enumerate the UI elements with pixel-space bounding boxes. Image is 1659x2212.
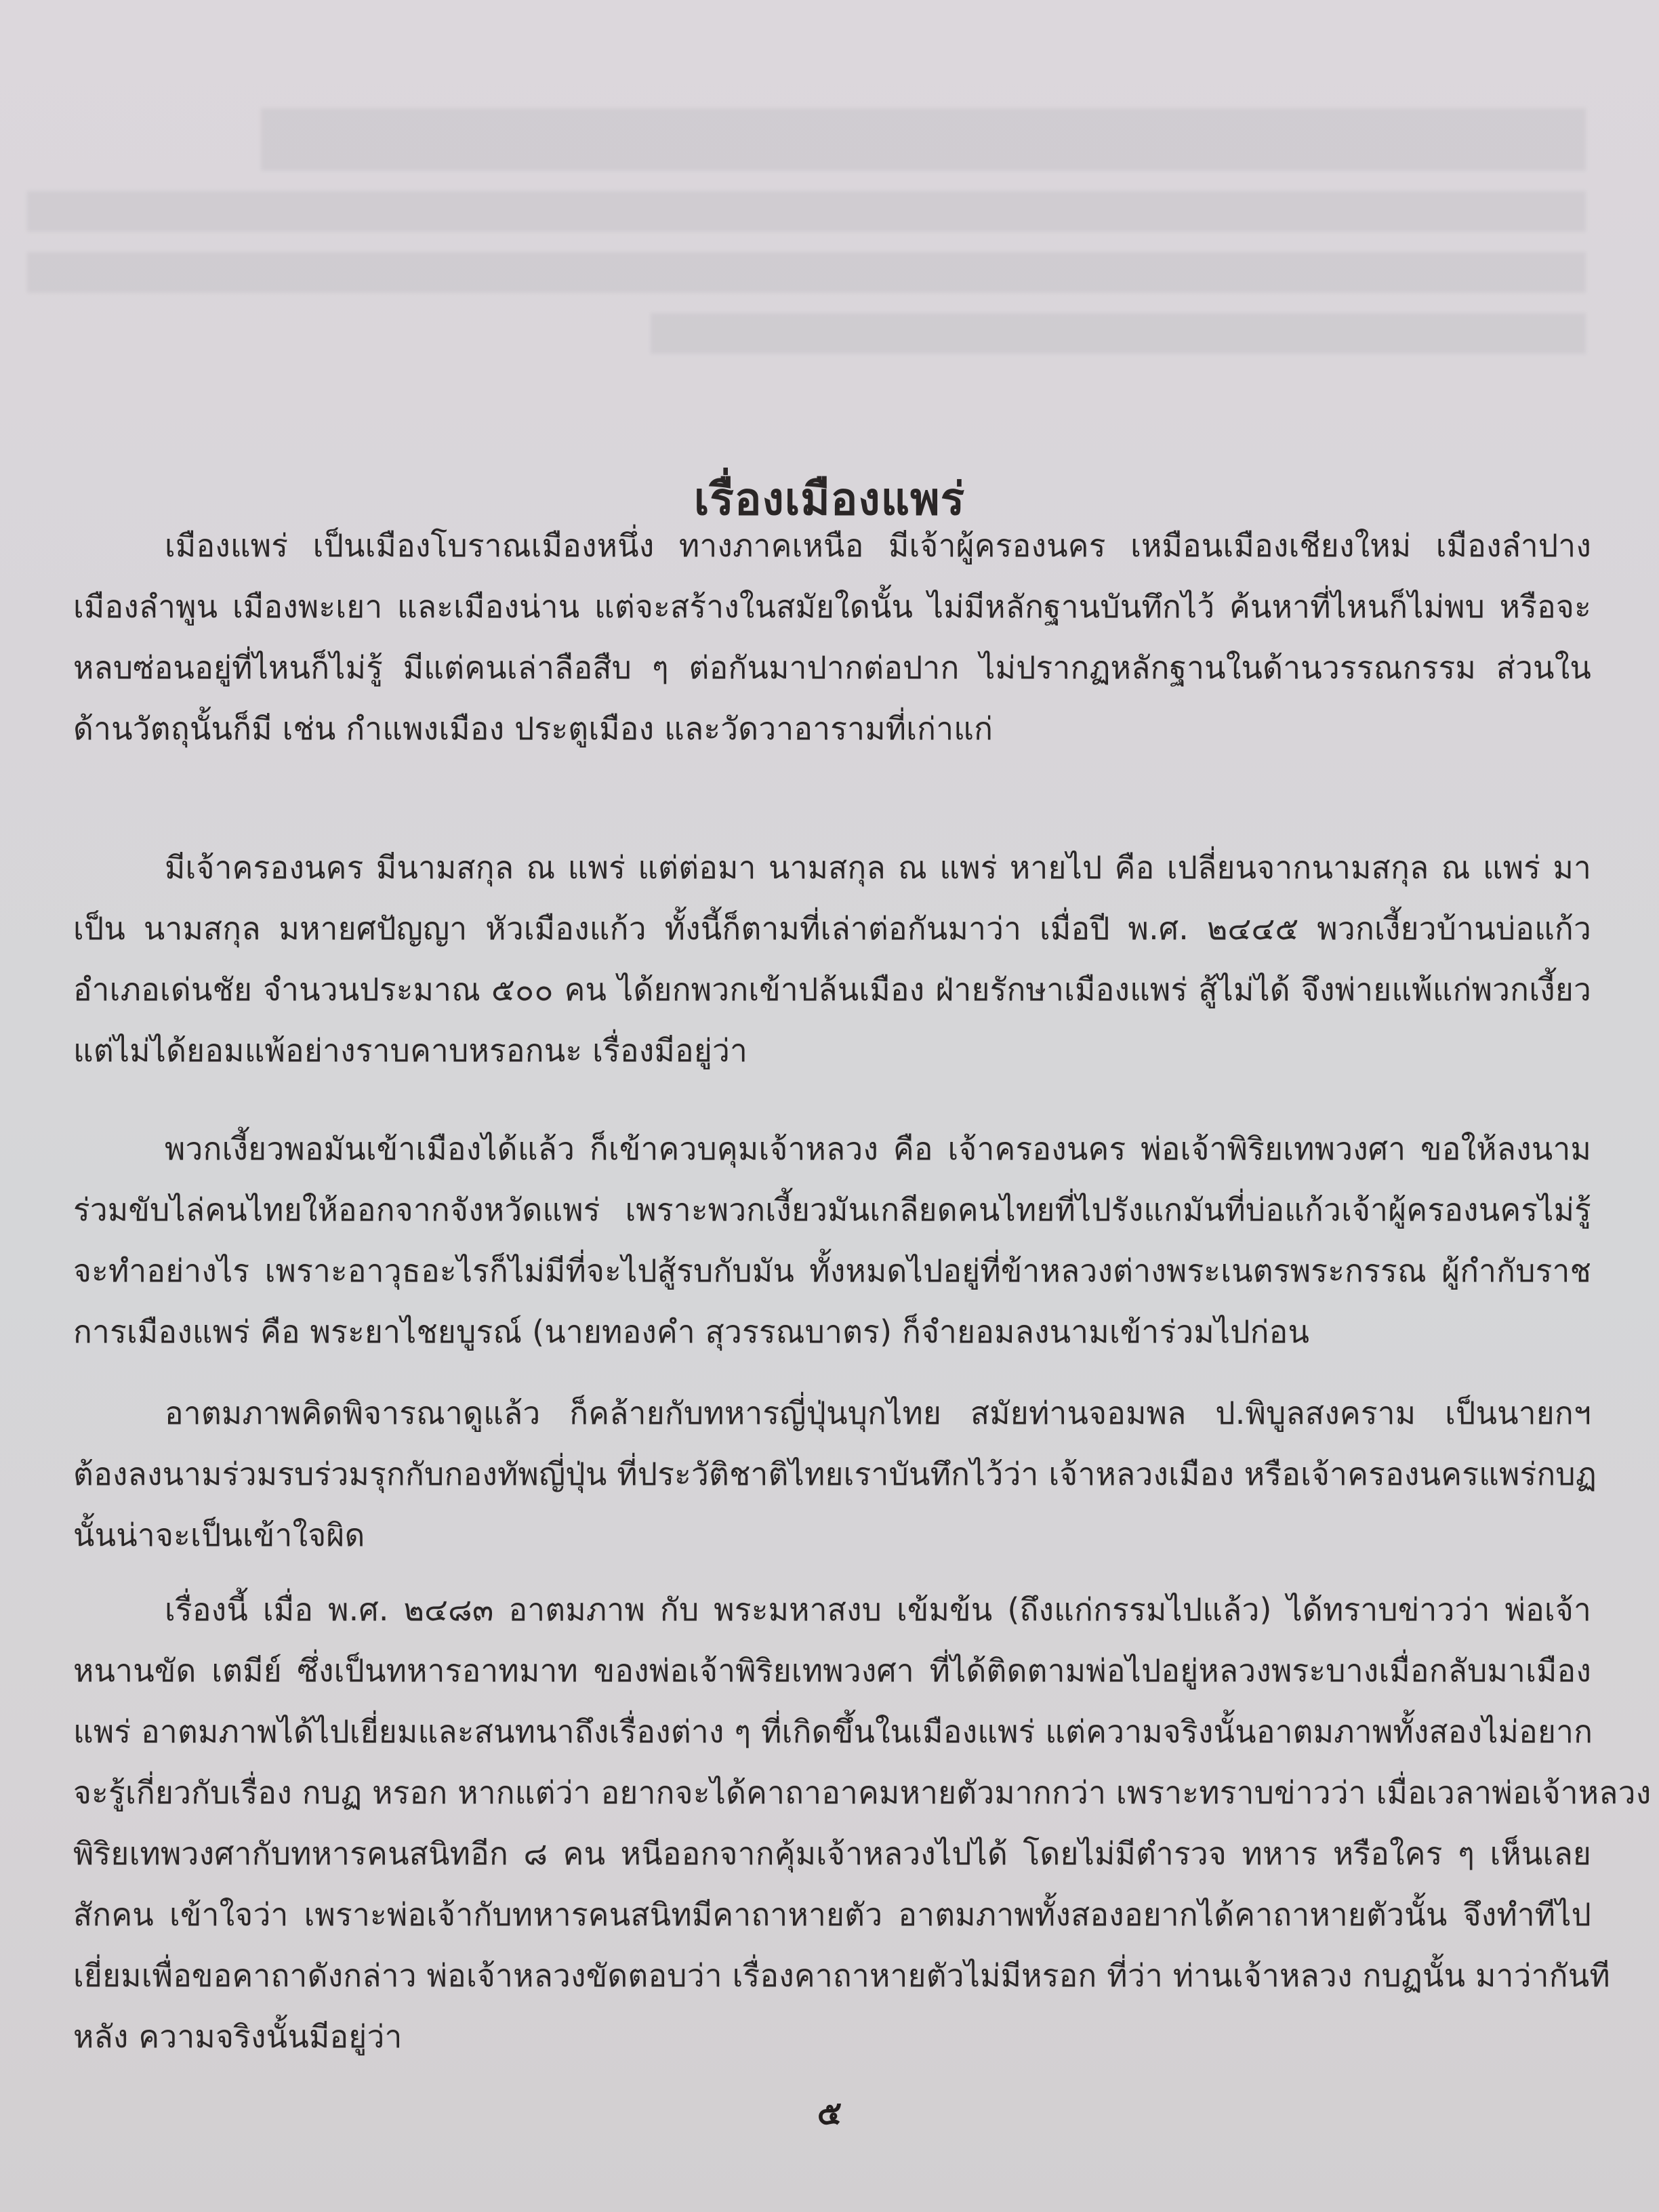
paragraph-line: หลบซ่อนอยู่ที่ไหนก็ไม่รู้ มีแต่คนเล่าลือสืบ ๆ ต่อกันมาปากต่อปาก ไม่ปรากฏหลักฐานในด้านวรรณกรรม ส่วนใน	[73, 649, 1591, 686]
paragraph-line: หนานขัด เตมีย์ ซึ่งเป็นทหารอาทมาท ของพ่อเจ้าพิริยเทพวงศา ที่ได้ติดตามพ่อไปอยู่หลวงพระบางเมื่อกลับมาเมือง	[73, 1652, 1591, 1689]
paragraph-line: พิริยเทพวงศากับทหารคนสนิทอีก ๘ คน หนีออกจากคุ้มเจ้าหลวงไปได้ โดยไม่มีตำรวจ ทหาร หรือใคร ๆ เห็นเลย	[73, 1835, 1591, 1872]
paragraph-line: เป็น นามสกุล มหายศปัญญา หัวเมืองแก้ว ทั้งนี้ก็ตามที่เล่าต่อกันมาว่า เมื่อปี พ.ศ. ๒๔๔๕ พวกเงี้ยวบ้านบ่อแก้ว	[73, 910, 1591, 947]
paragraph-line: ด้านวัตถุนั้นก็มี เช่น กำแพงเมือง ประตูเมือง และวัดวาอารามที่เก่าแก่	[73, 710, 994, 747]
paragraph-line: เมืองลำพูน เมืองพะเยา และเมืองน่าน แต่จะสร้างในสมัยใดนั้น ไม่มีหลักฐานบันทึกไว้ ค้นหาที่ไหนก็ไม่พบ หรือจะ	[73, 588, 1591, 625]
paragraph-line: แต่ไม่ได้ยอมแพ้อย่างราบคาบหรอกนะ เรื่องมีอยู่ว่า	[73, 1032, 748, 1069]
paragraph-line: ต้องลงนามร่วมรบร่วมรุกกับกองทัพญี่ปุ่น ที่ประวัติชาติไทยเราบันทึกไว้ว่า เจ้าหลวงเมือง หรือเจ้าครองนครแพร่กบฏ	[73, 1456, 1597, 1492]
paragraph-line: แพร่ อาตมภาพได้ไปเยี่ยมและสนทนาถึงเรื่องต่าง ๆ ที่เกิดขึ้นในเมืองแพร่ แต่ความจริงนั้นอาตมภาพทั้งสองไม่อยาก	[73, 1713, 1593, 1750]
paragraph-line: เมืองแพร่ เป็นเมืองโบราณเมืองหนึ่ง ทางภาคเหนือ มีเจ้าผู้ครองนคร เหมือนเมืองเชียงใหม่ เมืองลำปาง	[165, 527, 1591, 564]
paragraph-1	[73, 515, 1591, 759]
paragraph-line: สักคน เข้าใจว่า เพราะพ่อเจ้ากับทหารคนสนิทมีคาถาหายตัว อาตมภาพทั้งสองอยากได้คาถาหายตัวนั้น จึงทำทีไป	[73, 1896, 1591, 1933]
paragraph-line: มีเจ้าครองนคร มีนามสกุล ณ แพร่ แต่ต่อมา นามสกุล ณ แพร่ หายไป คือ เปลี่ยนจากนามสกุล ณ แพร่ มา	[165, 849, 1591, 886]
paragraph-line: อำเภอเด่นชัย จำนวนประมาณ ๕๐๐ คน ได้ยกพวกเข้าปล้นเมือง ฝ่ายรักษาเมืองแพร่ สู้ไม่ได้ จึงพ่ายแพ้แก่พวกเงี้ยว	[73, 971, 1591, 1008]
paragraph-line: พวกเงี้ยวพอมันเข้าเมืองได้แล้ว ก็เข้าควบคุมเจ้าหลวง คือ เจ้าครองนคร พ่อเจ้าพิริยเทพวงศา ขอให้ลงนาม	[165, 1130, 1591, 1167]
paragraph-line: ร่วมขับไล่คนไทยให้ออกจากจังหวัดแพร่ เพราะพวกเงี้ยวมันเกลียดคนไทยที่ไปรังแกมันที่บ่อแก้วเจ้าผู้ครองนครไม่รู้	[73, 1191, 1591, 1228]
paragraph-3	[73, 1118, 1591, 1362]
page-number: ๕	[817, 2094, 842, 2132]
paragraph-2	[73, 837, 1591, 1081]
paragraph-line: อาตมภาพคิดพิจารณาดูแล้ว ก็คล้ายกับทหารญี่ปุ่นบุกไทย สมัยท่านจอมพล ป.พิบูลสงคราม เป็นนายกฯ	[165, 1395, 1591, 1431]
paragraph-line: การเมืองแพร่ คือ พระยาไชยบูรณ์ (นายทองคำ สุวรรณบาตร) ก็จำยอมลงนามเข้าร่วมไปก่อน	[73, 1313, 1310, 1350]
paragraph-line: จะรู้เกี่ยวกับเรื่อง กบฏ หรอก หากแต่ว่า อยากจะได้คาถาอาคมหายตัวมากกว่า เพราะทราบข่าวว่า เมื่อเวลาพ่อเจ้าหลวง	[73, 1774, 1652, 1811]
chapter-title: เรื่องเมืองแพร่	[693, 473, 966, 526]
paragraph-line: เรื่องนี้ เมื่อ พ.ศ. ๒๔๘๓ อาตมภาพ กับ พระมหาสงบ เข้มข้น (ถึงแก่กรรมไปแล้ว) ได้ทราบข่าวว่า พ่อเจ้า	[165, 1591, 1591, 1628]
paragraph-line: หลัง ความจริงนั้นมีอยู่ว่า	[73, 2018, 403, 2055]
paragraph-line: เยี่ยมเพื่อขอคาถาดังกล่าว พ่อเจ้าหลวงขัดตอบว่า เรื่องคาถาหายตัวไม่มีหรอก ที่ว่า ท่านเจ้าหลวง กบฏนั้น มาว่ากันที	[73, 1957, 1610, 1994]
paragraph-4	[73, 1382, 1597, 1565]
paragraph-line: นั้นน่าจะเป็นเข้าใจผิด	[73, 1517, 365, 1553]
paragraph-5	[73, 1579, 1652, 2067]
paragraph-line: จะทำอย่างไร เพราะอาวุธอะไรก็ไม่มีที่จะไปสู้รบกับมัน ทั้งหมดไปอยู่ที่ข้าหลวงต่างพระเนตรพระกรรณ ผู้กำกับราช	[73, 1252, 1591, 1289]
